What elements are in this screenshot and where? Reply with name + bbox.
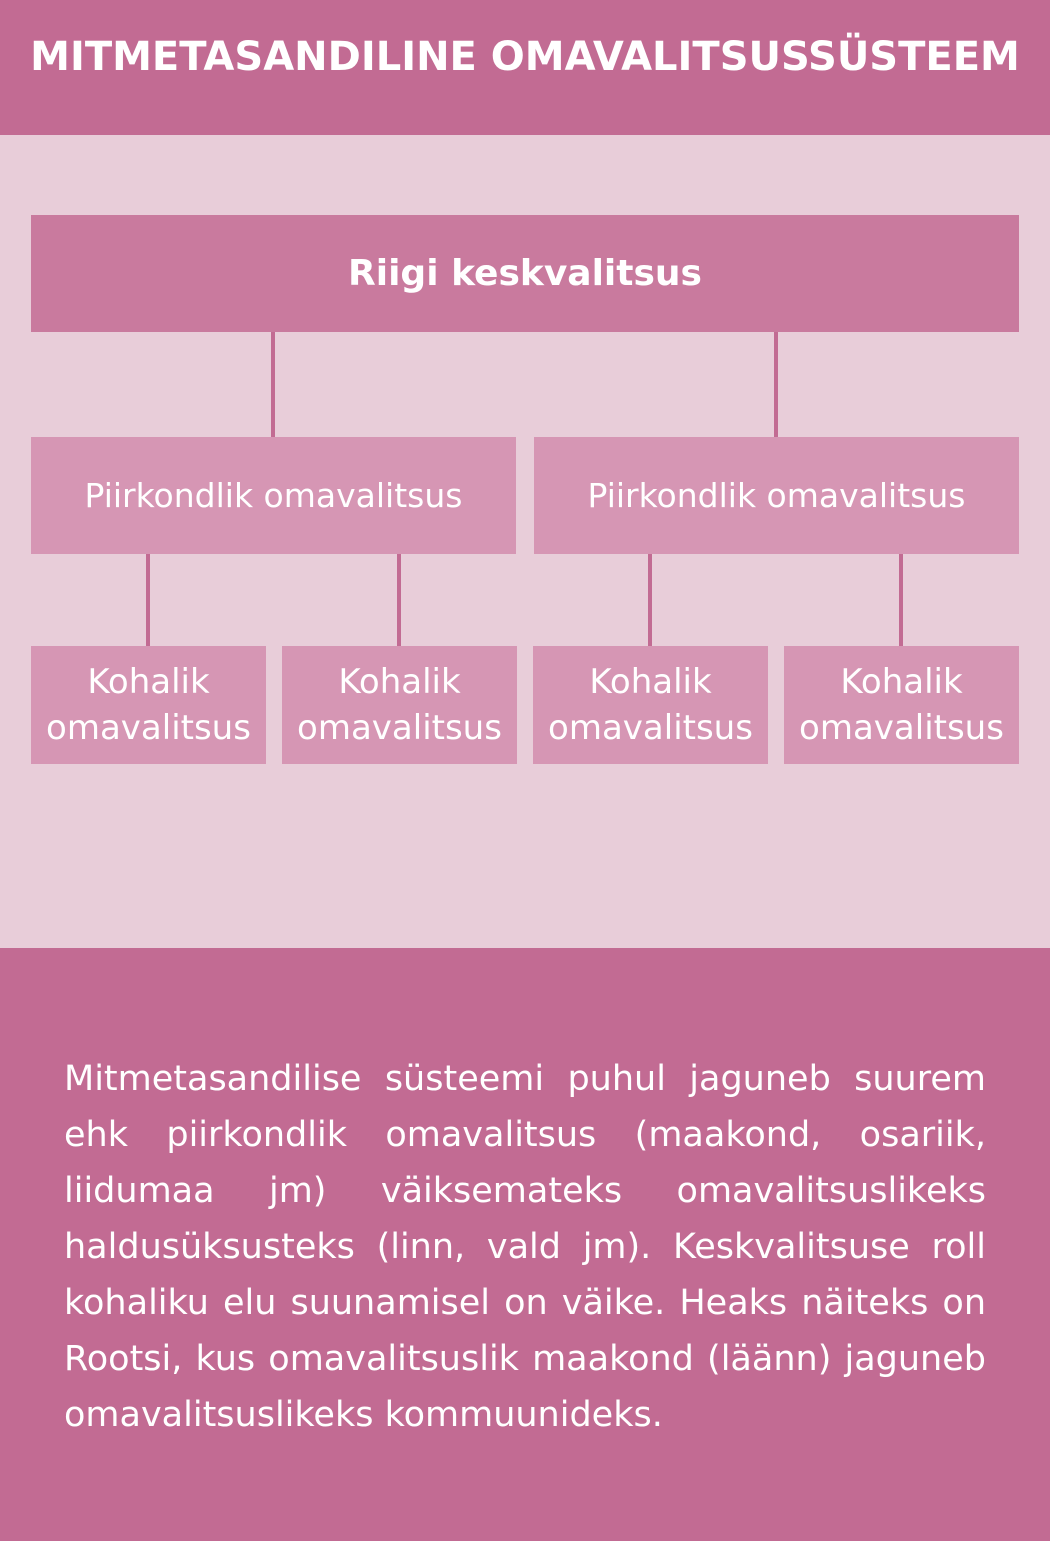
connector-line bbox=[774, 332, 778, 437]
hierarchy-diagram bbox=[0, 135, 1050, 948]
node-central-government bbox=[31, 215, 1019, 332]
node-label-line2: omavalitsus bbox=[297, 708, 502, 748]
node-label-line1: Kohalik bbox=[87, 662, 210, 702]
connector-line bbox=[146, 554, 150, 646]
node-local-government-4 bbox=[784, 646, 1019, 764]
description-text: Mitmetasandilise süsteemi puhul jaguneb suurem ehk piirkondlik omavalitsus (maakond, osariik, liidumaa jm) väiksemateks omavalitsuslikeks haldusüksusteks (linn, vald jm). Keskvalitsuse roll kohaliku elu suunamisel on väike. Heaks näiteks on Rootsi, kus omavalitsuslik maakond (läänn) jaguneb omavalitsuslikeks kommuunideks. bbox=[64, 1059, 986, 1435]
connector-line bbox=[397, 554, 401, 646]
connector-line bbox=[648, 554, 652, 646]
connector-line bbox=[271, 332, 275, 437]
node-local-government-1 bbox=[31, 646, 266, 764]
node-label-line2: omavalitsus bbox=[46, 708, 251, 748]
node-label: Riigi keskvalitsus bbox=[348, 253, 702, 294]
node-label-line2: omavalitsus bbox=[799, 708, 1004, 748]
node-regional-government-1 bbox=[31, 437, 516, 554]
node-local-government-2 bbox=[282, 646, 517, 764]
description-panel bbox=[0, 948, 1050, 1541]
page-title: MITMETASANDILINE OMAVALITSUSSÜSTEEM bbox=[30, 34, 1020, 80]
node-label-line2: omavalitsus bbox=[548, 708, 753, 748]
node-local-government-3 bbox=[533, 646, 768, 764]
connector-line bbox=[899, 554, 903, 646]
node-label: Piirkondlik omavalitsus bbox=[84, 476, 463, 515]
node-label: Piirkondlik omavalitsus bbox=[587, 476, 966, 515]
node-label-line1: Kohalik bbox=[338, 662, 461, 702]
node-label-line1: Kohalik bbox=[589, 662, 712, 702]
header-banner bbox=[0, 0, 1050, 135]
node-label-line1: Kohalik bbox=[840, 662, 963, 702]
node-regional-government-2 bbox=[534, 437, 1019, 554]
